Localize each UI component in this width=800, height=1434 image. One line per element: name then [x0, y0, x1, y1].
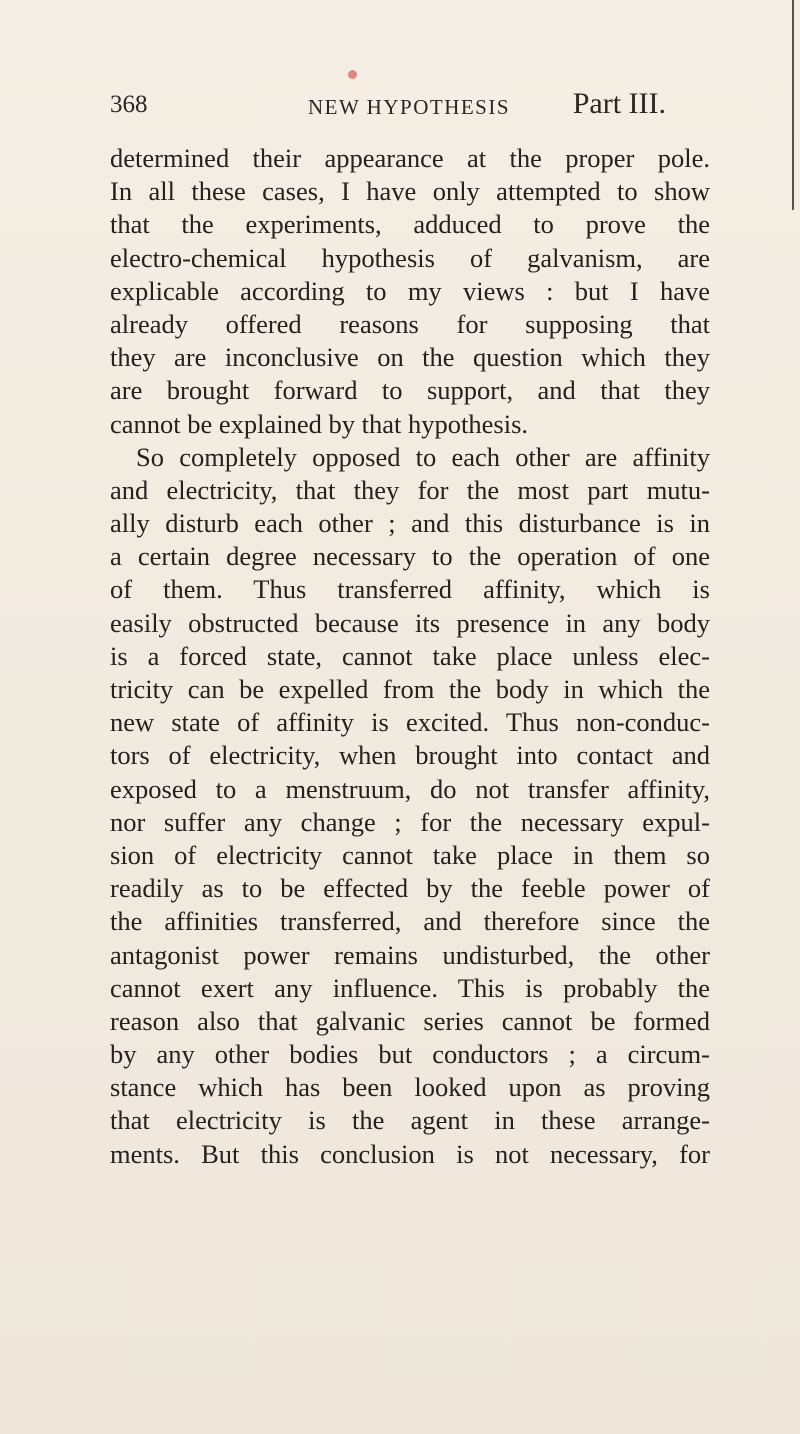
text-line-25: antagonist power remains undisturbed, the other — [110, 939, 710, 970]
text-line-9: cannot be explained by that hypothesis. — [110, 408, 529, 439]
text-line-19: tors of electricity, when brought into contact and — [110, 740, 710, 771]
text-line-6: already offered reasons for supposing that — [110, 308, 710, 339]
text-line-8: are brought forward to support, and that they — [110, 375, 710, 406]
page-edge-line — [792, 0, 794, 210]
text-line-22: sion of electricity cannot take place in them so — [110, 839, 710, 870]
ink-spot — [348, 70, 357, 79]
text-line-27: reason also that galvanic series cannot be formed — [110, 1005, 710, 1036]
text-line-26: cannot exert any influence. This is probably the — [110, 972, 710, 1003]
text-line-12: ally disturb each other ; and this disturbance is in — [110, 508, 710, 539]
text-line-29: stance which has been looked upon as proving — [110, 1072, 710, 1103]
running-title: NEW HYPOTHESIS — [308, 95, 511, 119]
text-line-24: the affinities transferred, and therefore since the — [110, 906, 710, 937]
text-line-31: ments. But this conclusion is not necessary, for — [110, 1138, 710, 1169]
text-line-1: determined their appearance at the proper pole. — [110, 143, 710, 173]
text-line-4: electro-chemical hypothesis of galvanism, are — [110, 242, 710, 273]
text-line-2: In all these cases, I have only attempted to show — [110, 176, 710, 207]
text-line-13: a certain degree necessary to the operation of one — [110, 541, 710, 572]
text-line-28: by any other bodies but conductors ; a circum- — [110, 1039, 710, 1070]
text-line-18: new state of affinity is excited. Thus non-conduc- — [110, 707, 710, 738]
part-label: Part III. — [572, 87, 666, 120]
text-line-23: readily as to be effected by the feeble power of — [110, 873, 710, 904]
text-line-7: they are inconclusive on the question which they — [110, 342, 710, 373]
text-line-10: So completely opposed to each other are affinity — [136, 441, 710, 472]
text-line-3: that the experiments, adduced to prove the — [110, 209, 710, 240]
page-header — [110, 87, 666, 127]
text-line-17: tricity can be expelled from the body in which the — [110, 674, 710, 704]
text-line-21: nor suffer any change ; for the necessary expul- — [110, 806, 710, 837]
text-line-14: of them. Thus transferred affinity, which is — [110, 574, 710, 605]
text-line-11: and electricity, that they for the most part mutu- — [110, 474, 710, 505]
body-text — [110, 142, 710, 1171]
page-number: 368 — [110, 91, 148, 118]
text-line-5: explicable according to my views : but I have — [110, 275, 710, 306]
text-line-15: easily obstructed because its presence in any body — [110, 607, 710, 638]
text-line-30: that electricity is the agent in these arrange- — [110, 1105, 710, 1136]
text-line-20: exposed to a menstruum, do not transfer affinity, — [110, 773, 710, 804]
text-line-16: is a forced state, cannot take place unless elec- — [110, 640, 710, 671]
